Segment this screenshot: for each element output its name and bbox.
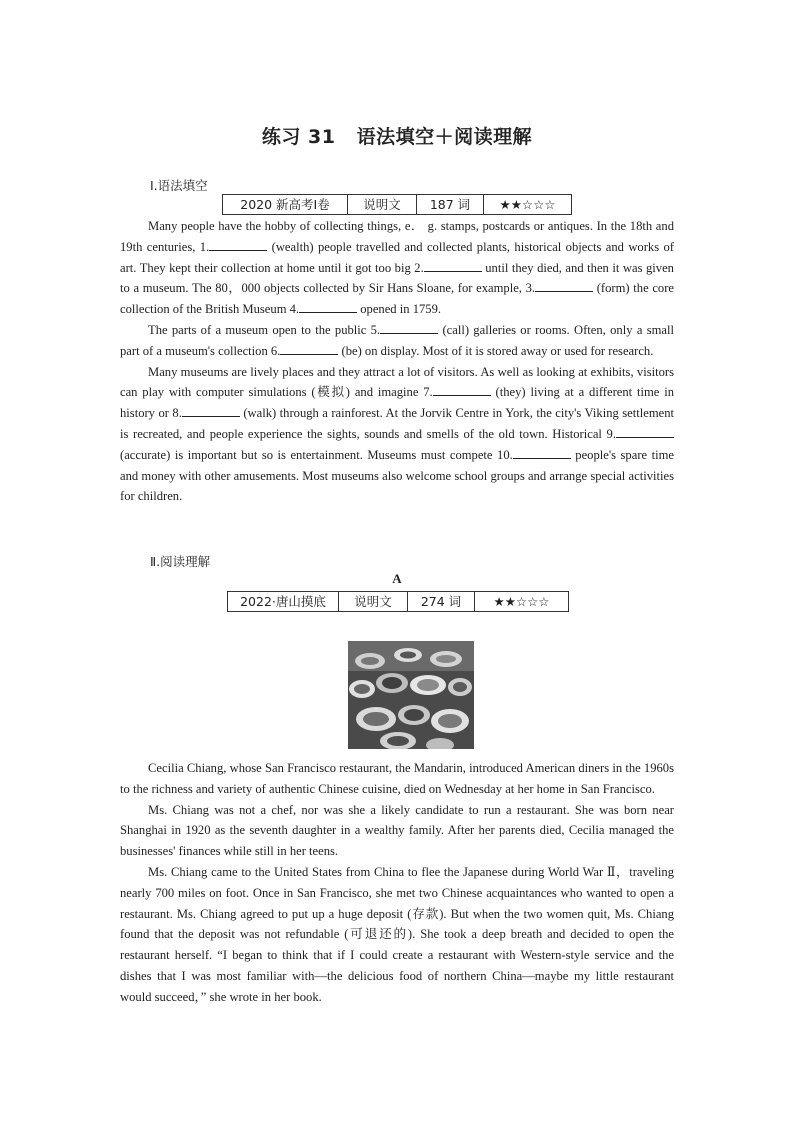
- info-source: 2020 新高考Ⅰ卷: [223, 195, 348, 215]
- info-stars: ★★☆☆☆: [475, 592, 569, 612]
- blank-9[interactable]: [616, 425, 674, 438]
- info-genre: 说明文: [339, 592, 408, 612]
- blank-5[interactable]: [380, 321, 438, 334]
- grammar-paragraph-3: Many museums are lively places and they attract a lot of visitors. As well as looking at exhibits, visitors can play with computer simulations (模拟) and imagine 7. (they) living at a different time in history or 8. (walk) through a rainforest. At the Jorvik Centre in York, the city's Viking settlement is recreated, and people experience the sights, sounds and smells of the old town. Historical 9. (accurate) is important but so is entertainment. Museums must compete 10. people's spare time and money with other amusements. Most museums also welcome school groups and arrange special activities for children.: [120, 364, 675, 504]
- grammar-paragraph-1: Many people have the hobby of collecting things, e． g. stamps, postcards or antiques. In the 18th and 19th centuries, 1. (wealth) people travelled and collected plants, historical objects and works of art. They kept their collection at home until it got too big 2. until they died, and then it was given to a museum. The 80，000 objects collected by Sir Hans Sloane, for example, 3. (form) the core collection of the British Museum 4. opened in 1759.: [120, 219, 674, 317]
- blank-4[interactable]: [299, 300, 357, 313]
- blank-3[interactable]: [535, 279, 593, 292]
- blank-2[interactable]: [424, 259, 482, 272]
- blank-7[interactable]: [433, 383, 491, 396]
- grammar-passage: [120, 216, 674, 507]
- food-dishes-image: [348, 641, 474, 749]
- reading-paragraph-1: Cecilia Chiang, whose San Francisco restaurant, the Mandarin, introduced American diners in the 1960s to the richness and variety of authentic Chinese cuisine, died on Wednesday at her home in San Francisco.: [120, 761, 674, 796]
- grammar-paragraph-2: The parts of a museum open to the public 5. (call) galleries or rooms. Often, only a small part of a museum's collection 6. (be) on display. Most of it is stored away or used for research.: [120, 322, 674, 358]
- exercise-number: 练习 31: [261, 126, 336, 148]
- info-genre: 说明文: [348, 195, 417, 215]
- reading-paragraph-3: Ms. Chiang came to the United States from China to flee the Japanese during World War Ⅱ，traveling nearly 700 miles on foot. Once in San Francisco, she met two Chinese acquaintances who wanted to open a restaurant. Ms. Chiang agreed to put up a huge deposit (存款). But when the two women quit, Ms. Chiang found that the deposit was not refundable (可退还的). She took a deep breath and decided to open the restaurant herself. “I began to think that if I could create a restaurant with Western-style service and the dishes that I was most familiar with—the delicious food of northern China—maybe my little restaurant would succeed，” she wrote in her book.: [120, 864, 674, 1004]
- info-words: 274 词: [408, 592, 475, 612]
- info-source: 2022·唐山摸底: [228, 592, 339, 612]
- blank-8[interactable]: [182, 404, 240, 417]
- chinese-food-photo: [348, 641, 474, 749]
- info-stars: ★★☆☆☆: [484, 195, 572, 215]
- section-reading-label: Ⅱ.阅读理解: [150, 554, 211, 569]
- section2-info-table: [227, 591, 569, 612]
- exercise-title: 语法填空＋阅读理解: [356, 126, 533, 148]
- blank-10[interactable]: [513, 446, 571, 459]
- info-words: 187 词: [417, 195, 484, 215]
- section-grammar-label: Ⅰ.语法填空: [150, 178, 208, 193]
- blank-1[interactable]: [209, 238, 267, 251]
- section1-info-table: [222, 194, 572, 215]
- page-title: [0, 122, 794, 149]
- reading-passage: [120, 758, 674, 1008]
- reading-paragraph-2: Ms. Chiang was not a chef, nor was she a likely candidate to run a restaurant. She was born near Shanghai in 1920 as the seventh daughter in a wealthy family. After her parents died, Cecilia managed the businesses' finances while still in her teens.: [120, 802, 674, 859]
- blank-6[interactable]: [280, 342, 338, 355]
- passage-heading: A: [392, 571, 402, 586]
